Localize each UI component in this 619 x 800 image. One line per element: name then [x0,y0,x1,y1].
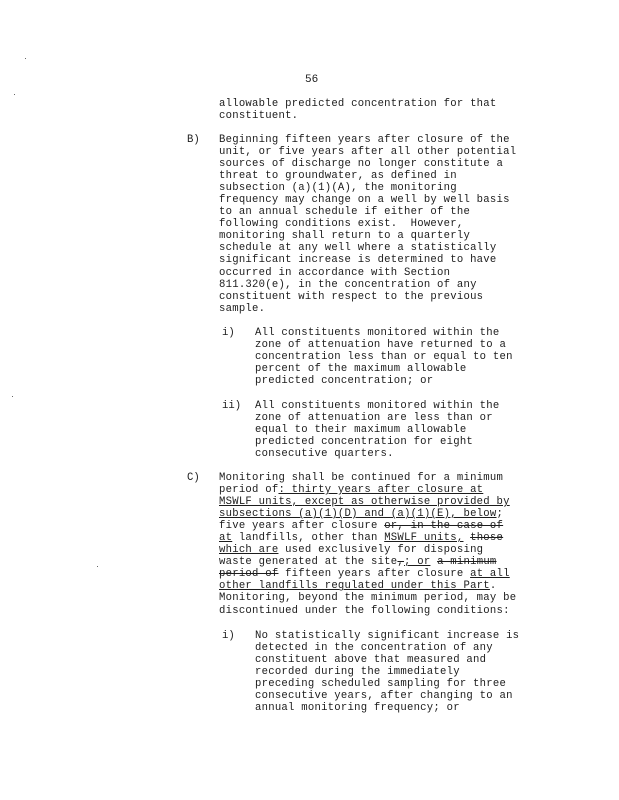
text-line: constituent. [219,110,299,123]
text-line: at landfills, other than MSWLF units, those [219,532,504,545]
section-b-marker: B) [187,134,200,146]
section-c-paragraph [219,472,516,617]
inserted-text: at all [470,568,510,581]
section-c-item-i-paragraph [255,630,519,714]
text-line: subsections (a)(1)(D) and (a)(1)(E), below; [219,508,504,521]
text-line: sources of discharge no longer constitute a [219,158,504,171]
text-line: All constituents monitored within the [255,400,500,412]
scan-speck [25,58,26,59]
inserted-text: subsections (a)(1)(D) and (a)(1)(E), below [219,508,497,521]
inserted-text: MSWLF units, except as otherwise provided by [219,496,510,509]
inserted-text: ; or [404,556,431,569]
section-b-paragraph [219,134,516,315]
text-line: significant increase is determined to have [219,254,497,267]
text-line: No statistically significant increase is [255,630,520,642]
text-line: monitoring shall return to a quarterly [219,230,471,243]
inserted-text: which are [219,544,279,557]
text-line: occurred in accordance with Section [219,266,451,279]
text-line: All constituents monitored within the [255,327,500,339]
section-c-marker: C) [187,472,200,484]
text-line: zone of attenuation are less than or [255,412,493,425]
inserted-text: at [219,532,233,545]
page-number: 56 [305,74,319,86]
section-b-item-i-marker: i) [222,327,235,339]
text-line: period of fifteen years after closure at all [219,568,510,581]
section-b-item-ii-marker: ii) [222,400,242,412]
text-line: allowable predicted concentration for that [219,98,497,110]
text-line: Beginning fifteen years after closure of the [219,134,510,146]
text-line: Monitoring, beyond the minimum period, may be [219,592,517,605]
text-line: period of: thirty years after closure at [219,484,484,497]
text-line [219,496,516,508]
scan-speck [97,566,98,567]
deleted-text: a minimum [437,556,497,569]
text-line: preceding scheduled sampling for three [255,678,507,691]
text-line: consecutive years, after changing to an [255,690,513,703]
text-line: frequency may change on a well by well basis [219,194,510,207]
text-line: following conditions exist. However, [219,218,464,231]
inserted-text: other landfills regulated under this Part [219,580,490,593]
text-line: discontinued under the following conditions: [219,604,510,617]
section-b-item-ii-paragraph [255,400,499,460]
scan-speck [14,94,15,95]
text-line: predicted concentration for eight [255,436,474,449]
text-line: waste generated at the site,; or a minimum [219,556,497,569]
text-line: schedule at any well where a statistically [219,242,497,255]
deleted-text: period of [219,568,279,581]
continuation-paragraph [219,98,497,122]
text-line: annual monitoring frequency; or [255,702,460,715]
text-line: predicted concentration; or [255,375,434,388]
text-line: which are used exclusively for disposing [219,544,484,557]
section-c-item-i-marker: i) [222,630,235,642]
text-line: to an annual schedule if either of the [219,206,471,219]
text-line: 811.320(e), in the concentration of any [219,278,477,291]
text-line: threat to groundwater, as defined in [219,170,457,183]
text-line: subsection (a)(1)(A), the monitoring [219,182,457,195]
text-line: constituent with respect to the previous [219,290,484,303]
text-line: Monitoring shall be continued for a minimum [219,472,504,484]
text-line: equal to their maximum allowable [255,424,467,437]
text-line: consecutive quarters. [255,448,394,461]
text-line: five years after closure or, in the case of [219,520,504,533]
text-line: unit, or five years after all other potential [219,146,517,159]
text-line: constituent above that measured and [255,654,487,667]
text-line: detected in the concentration of any [255,642,493,655]
deleted-text: or, in the case of [384,520,504,533]
inserted-text: : thirty years after closure at [278,484,484,497]
scan-speck [12,396,13,397]
text-line: percent of the maximum allowable [255,363,467,376]
deleted-text: those [470,532,504,545]
text-line: recorded during the immediately [255,666,460,679]
text-line: concentration less than or equal to ten [255,351,513,364]
text-line: zone of attenuation have returned to a [255,339,507,352]
deleted-text: , [397,556,405,569]
inserted-text: MSWLF units, [384,532,464,545]
text-line: other landfills regulated under this Part. [219,580,497,593]
text-line: sample. [219,302,266,315]
section-b-item-i-paragraph [255,327,513,387]
